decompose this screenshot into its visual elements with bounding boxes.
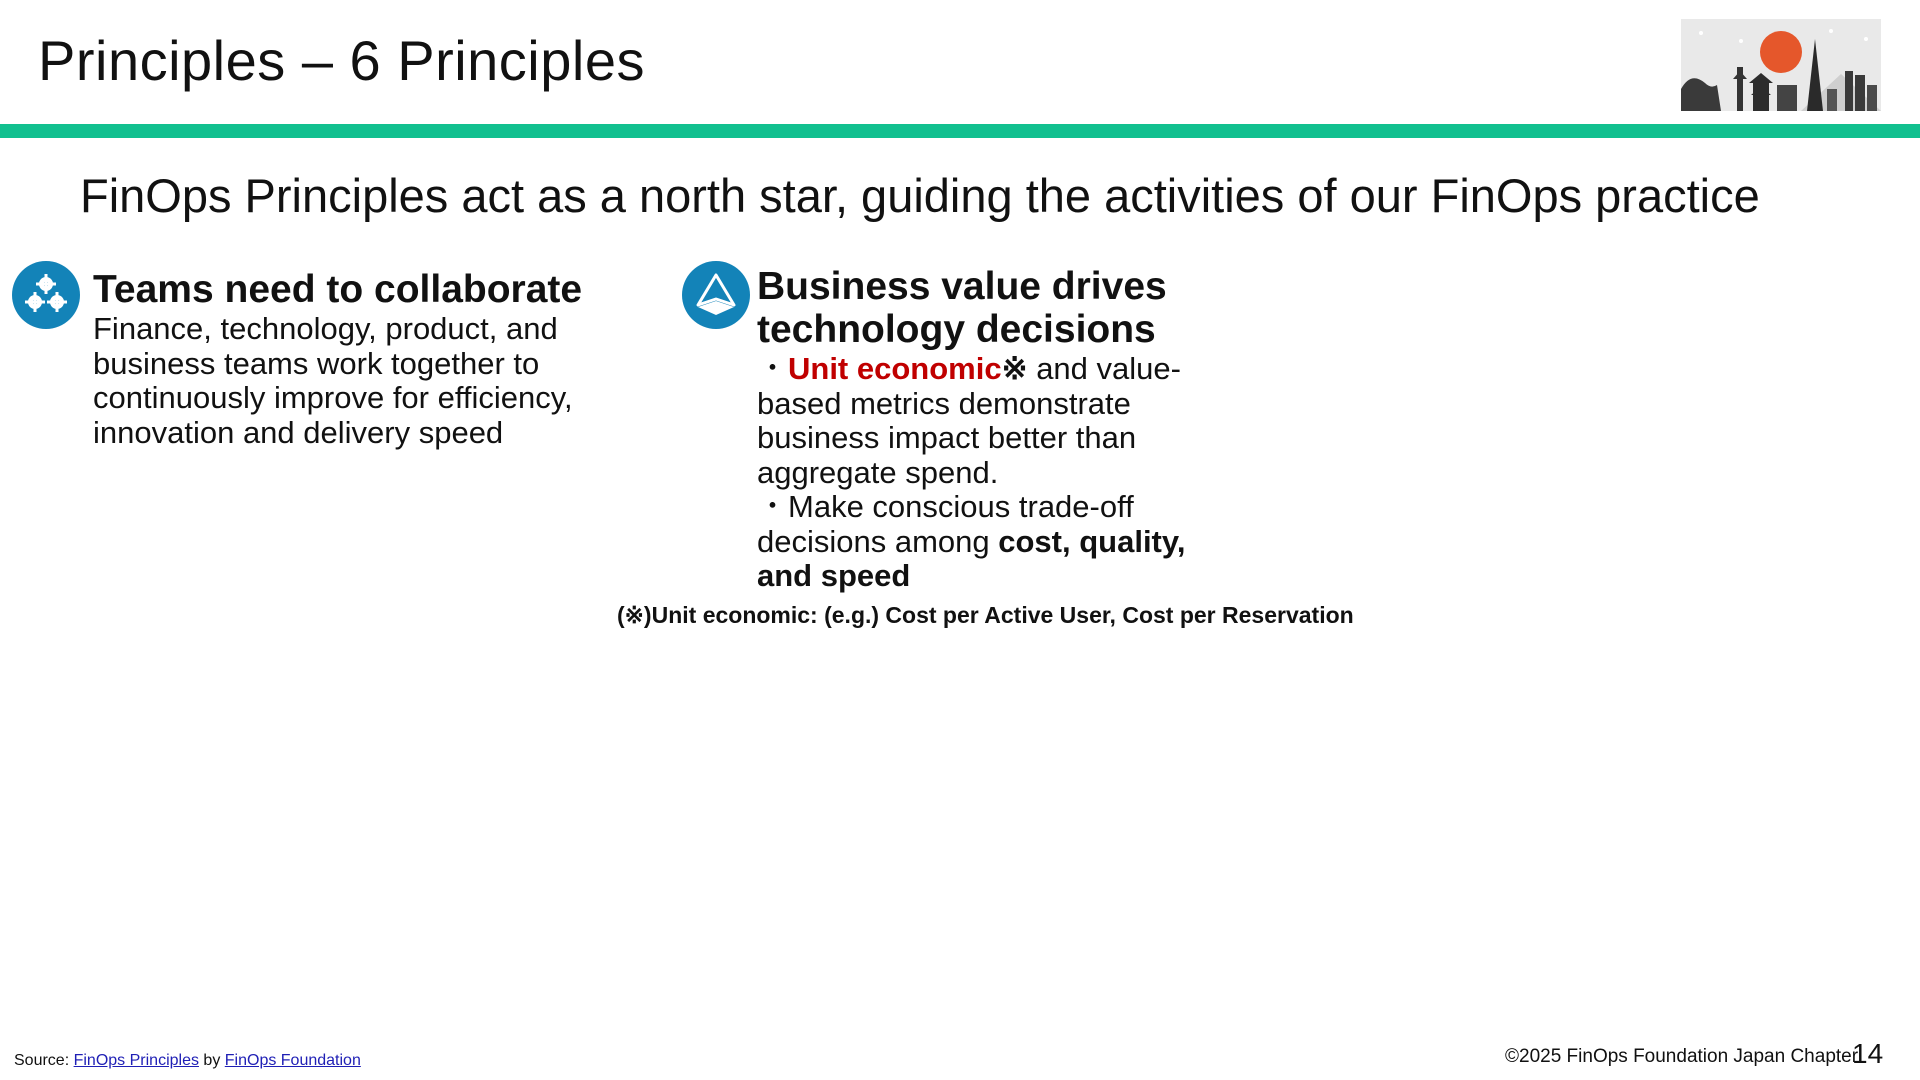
- footnote: (※)Unit economic: (e.g.) Cost per Active User, Cost per Reservation: [617, 602, 1354, 628]
- finops-foundation-link[interactable]: FinOps Foundation: [224, 1052, 361, 1069]
- principle-title-business-value: [757, 265, 1217, 351]
- body-line: business teams work together to: [93, 345, 540, 381]
- body-line: [757, 525, 1217, 560]
- accent-bar: [0, 124, 1920, 138]
- tokyo-skyline-logo: [1681, 19, 1881, 111]
- bullet-text: and value-: [1027, 351, 1181, 386]
- pyramid-icon: [682, 261, 750, 329]
- copyright: ©2025 FinOps Foundation Japan Chapter: [1505, 1046, 1859, 1067]
- page-title: Principles – 6 Principles: [38, 29, 645, 92]
- body-line: business impact better than: [757, 420, 1137, 455]
- bullet-line: [757, 352, 1217, 387]
- by-text: by: [198, 1052, 225, 1069]
- body-line: innovation and delivery speed: [93, 414, 504, 450]
- body-text-bold: cost, quality,: [998, 523, 1186, 559]
- principle-body-collaborate: [93, 312, 613, 450]
- unit-economic-highlight: Unit economic: [788, 351, 1002, 386]
- principle-body-business-value: [757, 352, 1217, 594]
- body-line: and speed: [757, 558, 911, 593]
- finops-principles-link[interactable]: FinOps Principles: [73, 1052, 199, 1069]
- body-line: aggregate spend.: [757, 454, 999, 490]
- body-line: continuously improve for efficiency,: [93, 380, 573, 415]
- body-line: based metrics demonstrate: [757, 385, 1131, 421]
- page-number: 14: [1852, 1038, 1884, 1069]
- slide-subtitle: FinOps Principles act as a north star, guiding the activities of our FinOps practice: [80, 169, 1760, 222]
- bullet-marker: ・: [757, 489, 788, 524]
- title-line: technology decisions: [757, 308, 1156, 351]
- footnote-mark: ※: [1001, 351, 1028, 386]
- source-citation: [14, 1052, 361, 1070]
- gears-icon: [12, 261, 80, 329]
- body-text: decisions among: [757, 523, 999, 559]
- body-line: Finance, technology, product, and: [93, 311, 558, 346]
- bullet-text: Make conscious trade-off: [788, 489, 1134, 524]
- source-label: Source:: [14, 1052, 74, 1069]
- principle-title-collaborate: Teams need to collaborate: [93, 268, 583, 311]
- bullet-line: [757, 490, 1217, 525]
- bullet-marker: ・: [757, 351, 788, 386]
- title-line: Business value drives: [757, 265, 1167, 308]
